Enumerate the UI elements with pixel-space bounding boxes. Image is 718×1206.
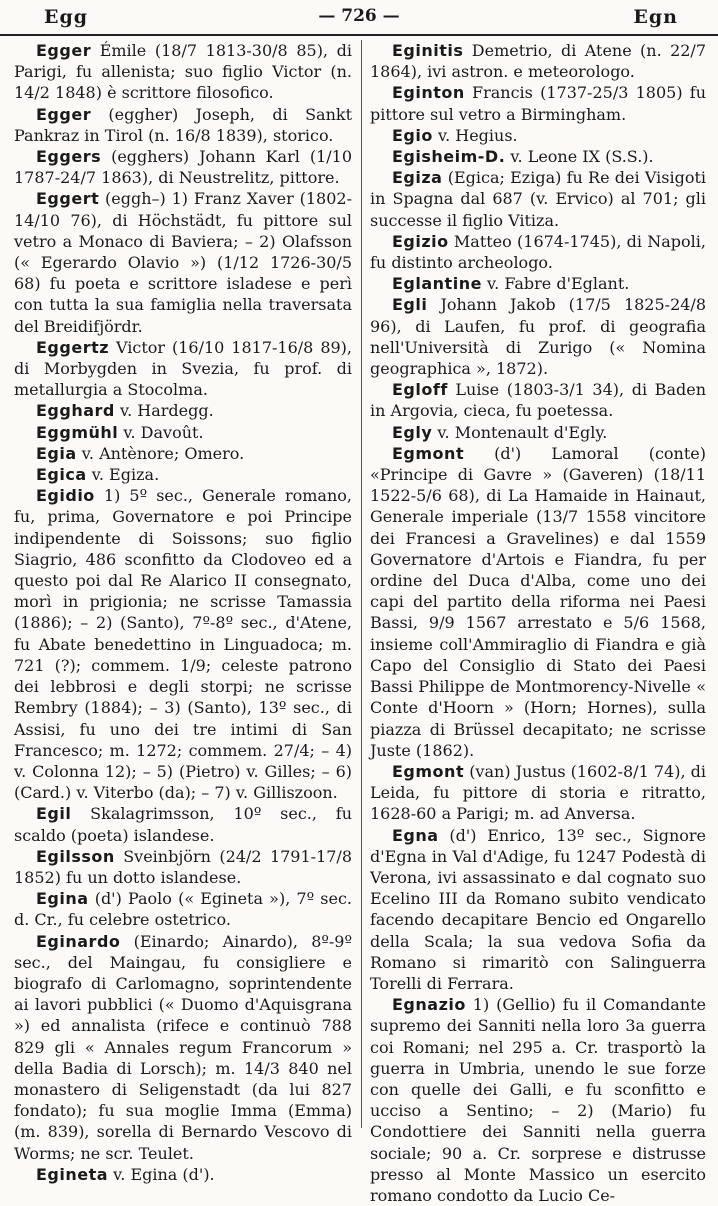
header-right-guide-word: Egn bbox=[633, 6, 678, 28]
entry-text: (d') Lamoral (conte) «Principe di Gavre » (Gaveren) (18/11 1522-5/6 68), di La Hamaide in Hainaut, Generale imperiale (13/7 1558 vincitore dei Francesi a Gravelines) e dal 1559 Governatore d'Artois e Fiandra, fu per ordine del Duca d'Alba, come uno dei capi del partito della riforma nei Paesi Bassi, 9/9 1567 arrestato e 5/6 1568, insieme coll'Ammiraglio di Fiandra e già Capo del Consiglio di Stato dei Paesi Bassi Philippe de Montmorency-Nivelle « Conte d'Hoorn » (Horn; Hornes), sulla piazza di Brüssel decapitato; ne scrisse Juste (1862). bbox=[370, 443, 706, 760]
left-column bbox=[14, 40, 352, 1184]
entry-headword: Egmont bbox=[392, 443, 465, 463]
entry-text: Francis (1737-25/3 1805) fu pittore sul vetro a Birmingham. bbox=[370, 83, 706, 124]
entry-headword: Egil bbox=[36, 804, 72, 824]
entry-text: (Einardo; Ainardo), 8º-9º sec., del Maingau, fu consigliere e biografo di Carlomagno, soprintendente ai lavori pubblici (« Duomo d'Aquisgrana ») ed annalista (rifece e continuò 788 829 gli « Annales regum Francorum » della Badia di Lorsch); m. 14/3 840 nel monastero di Seligenstadt (da lui 827 fondato); fu sua moglie Imma (Emma) (m. 839), sorella di Bernardo Vescovo di Worms; ne scr. Teulet. bbox=[14, 931, 352, 1163]
entry-text: v. Hegius. bbox=[432, 125, 518, 145]
dictionary-entry bbox=[14, 888, 352, 930]
dictionary-entry bbox=[14, 104, 352, 146]
entry-text: (eggher) Joseph, di Sankt Pankraz in Tirol (n. 16/8 1839), storico. bbox=[14, 104, 352, 145]
running-header bbox=[0, 0, 718, 36]
text-columns bbox=[14, 40, 706, 1205]
dictionary-entry bbox=[370, 231, 706, 273]
dictionary-entry bbox=[14, 422, 352, 443]
dictionary-entry bbox=[370, 167, 706, 231]
entry-text: Émile (18/7 1813-30/8 85), di Parigi, fu allenista; suo figlio Victor (n. 14/2 1848) è scrittore filosofico. bbox=[14, 41, 352, 103]
entry-headword: Eggertz bbox=[36, 337, 110, 357]
entry-headword: Egisheim-D. bbox=[392, 147, 506, 167]
entry-headword: Eggert bbox=[36, 189, 100, 209]
dictionary-entry bbox=[370, 379, 706, 421]
entry-text: 1) (Gellio) fu il Comandante supremo dei Sanniti nella loro 3a guerra coi Romani; nel 295 a. Cr. trasportò la guerra in Umbria, unendo le sue forze con quelle dei Galli, e fu sconfitto e ucciso a Sentino; – 2) (Mario) fu Condottiere dei Sanniti nella guerra sociale; 90 a. Cr. sorprese e distrusse presso al Monte Massico un esercito romano condotto da Lucio Ce- bbox=[370, 995, 706, 1205]
entry-headword: Eggers bbox=[36, 147, 102, 167]
entry-text: Johann Jakob (17/5 1825-24/8 96), di Laufen, fu prof. di geografia nell'Università di Zurigo (« Nomina geographica », 1872). bbox=[370, 295, 706, 379]
entry-headword: Egiza bbox=[392, 168, 443, 188]
dictionary-entry bbox=[14, 1164, 352, 1185]
entry-text: (van) Justus (1602-8/1 74), di Leida, fu pittore di storia e ritratto, 1628-60 a Parigi; m. ad Anversa. bbox=[370, 761, 706, 824]
entry-headword: Egizio bbox=[392, 231, 449, 251]
entry-text: Skalagrimsson, 10º sec., fu scaldo (poeta) islandese. bbox=[14, 804, 352, 845]
entry-headword: Egina bbox=[36, 889, 89, 909]
entry-headword: Egilsson bbox=[36, 846, 115, 866]
dictionary-entry bbox=[14, 400, 352, 421]
dictionary-entry bbox=[14, 443, 352, 464]
entry-headword: Egica bbox=[36, 465, 87, 485]
entry-headword: Eggmühl bbox=[36, 422, 119, 442]
dictionary-entry bbox=[14, 931, 352, 1164]
entry-text: v. Hardegg. bbox=[114, 401, 214, 421]
entry-headword: Egli bbox=[392, 295, 428, 315]
entry-headword: Egly bbox=[392, 422, 433, 442]
entry-text: (d') Paolo (« Egineta »), 7º sec. d. Cr., fu celebre ostetrico. bbox=[14, 889, 352, 930]
dictionary-entry bbox=[370, 125, 706, 146]
dictionary-entry bbox=[370, 825, 706, 995]
dictionary-entry bbox=[370, 294, 706, 379]
entry-headword: Eginardo bbox=[36, 931, 121, 951]
dictionary-entry bbox=[370, 761, 706, 825]
entry-text: (egghers) Johann Karl (1/10 1787-24/7 1863), di Neustrelitz, pittore. bbox=[14, 147, 352, 188]
dictionary-entry bbox=[370, 443, 706, 761]
entry-text: (eggh–) 1) Franz Xaver (1802-14/10 76), di Höchstädt, fu pittore sul vetro a Monaco di Baviera; – 2) Olafsson (« Egerardo Olavio ») (1/12 1726-30/5 68) fu poeta e scrittore isladese e perì con tutta la sua famiglia nella traversata del Breidifjördr. bbox=[14, 189, 352, 336]
entry-headword: Egloff bbox=[392, 380, 448, 400]
entry-headword: Egio bbox=[392, 125, 433, 145]
entry-headword: Egghard bbox=[36, 401, 115, 421]
dictionary-entry bbox=[14, 40, 352, 104]
entry-headword: Eglantine bbox=[392, 274, 482, 294]
entry-text: v. Davoût. bbox=[118, 422, 204, 442]
entry-text: v. Egiza. bbox=[86, 465, 160, 485]
dictionary-entry bbox=[14, 464, 352, 485]
dictionary-entry bbox=[14, 846, 352, 888]
dictionary-entry bbox=[14, 146, 352, 188]
entry-headword: Egidio bbox=[36, 486, 95, 506]
entry-text: Matteo (1674-1745), di Napoli, fu distinto archeologo. bbox=[370, 231, 706, 273]
entry-text: v. Montenault d'Egly. bbox=[432, 422, 608, 442]
entry-headword: Egnazio bbox=[392, 995, 466, 1015]
entry-text: Luise (1803-3/1 34), di Baden in Argovia, cieca, fu poetessa. bbox=[370, 380, 706, 421]
entry-headword: Egia bbox=[36, 443, 77, 463]
entry-headword: Eginton bbox=[392, 83, 465, 103]
entry-headword: Eginitis bbox=[392, 41, 464, 60]
entry-text: Sveinbjörn (24/2 1791-17/8 1852) fu un dotto islandese. bbox=[14, 846, 352, 887]
dictionary-entry bbox=[370, 82, 706, 124]
dictionary-entry bbox=[370, 273, 706, 294]
dictionary-entry bbox=[370, 146, 706, 167]
dictionary-entry bbox=[14, 337, 352, 401]
dictionary-entry bbox=[14, 188, 352, 336]
entry-text: v. Fabre d'Eglant. bbox=[481, 274, 630, 294]
entry-text: (Egica; Eziga) fu Re dei Visigoti in Spagna dal 687 (v. Ervico) al 701; gli successe il figlio Vitiza. bbox=[370, 168, 706, 230]
header-left-guide-word: Egg bbox=[44, 6, 89, 28]
entry-text: Victor (16/10 1817-16/8 89), di Morbygden in Svezia, fu prof. di metallurgia a Stocolma. bbox=[14, 337, 352, 400]
dictionary-entry bbox=[370, 422, 706, 443]
entry-headword: Egna bbox=[392, 825, 439, 845]
entry-text: 1) 5º sec., Generale romano, fu, prima, Governatore e poi Principe indipendente di Soissons; suo figlio Siagrio, 486 sconfitto da Clodoveo ed a questo poi dal Re Alarico II consegnato, morì in prigionia; ne scrisse Tamassia (1886); – 2) (Santo), 7º-8º sec., d'Atene, fu Abate benedettino in Linguadoca; m. 721 (?); commem. 1/9; celeste patrono dei lebbrosi e degli storpi; ne scrisse Rembry (1884); – 3) (Santo), 13º sec., di Assisi, fu uno dei tre intimi di San Francesco; m. 1272; commem. 27/4; – 4) v. Colonna 12); – 5) (Pietro) v. Gilles; – 6) (Card.) v. Viterbo (da); – 7) v. Gilliszoon. bbox=[14, 486, 352, 803]
entry-text: v. Antènore; Omero. bbox=[76, 443, 245, 463]
entry-text: v. Egina (d'). bbox=[108, 1164, 215, 1184]
dictionary-entry bbox=[14, 485, 352, 803]
entry-headword: Egger bbox=[36, 104, 92, 124]
entry-headword: Egger bbox=[36, 41, 92, 60]
dictionary-entry bbox=[370, 40, 706, 82]
entry-text: (d') Enrico, 13º sec., Signore d'Egna in Val d'Adige, fu 1247 Podestà di Verona, ivi assassinato e dal cognato suo Ecelino III da Romano subito vendicato facendo decapitare Bencio ed Ongarello della Scala; la sua vedova Sofia da Romano si rimaritò con Salinguerra Torelli di Ferrara. bbox=[370, 825, 706, 993]
entry-headword: Egineta bbox=[36, 1164, 109, 1184]
entry-headword: Egmont bbox=[392, 761, 465, 781]
page-number: — 726 — bbox=[318, 6, 400, 26]
entry-text: Demetrio, di Atene (n. 22/7 1864), ivi astron. e meteorologo. bbox=[370, 41, 706, 82]
right-column bbox=[361, 40, 706, 1205]
dictionary-entry bbox=[370, 994, 706, 1206]
dictionary-entry bbox=[14, 803, 352, 845]
entry-text: v. Leone IX (S.S.). bbox=[505, 147, 654, 167]
